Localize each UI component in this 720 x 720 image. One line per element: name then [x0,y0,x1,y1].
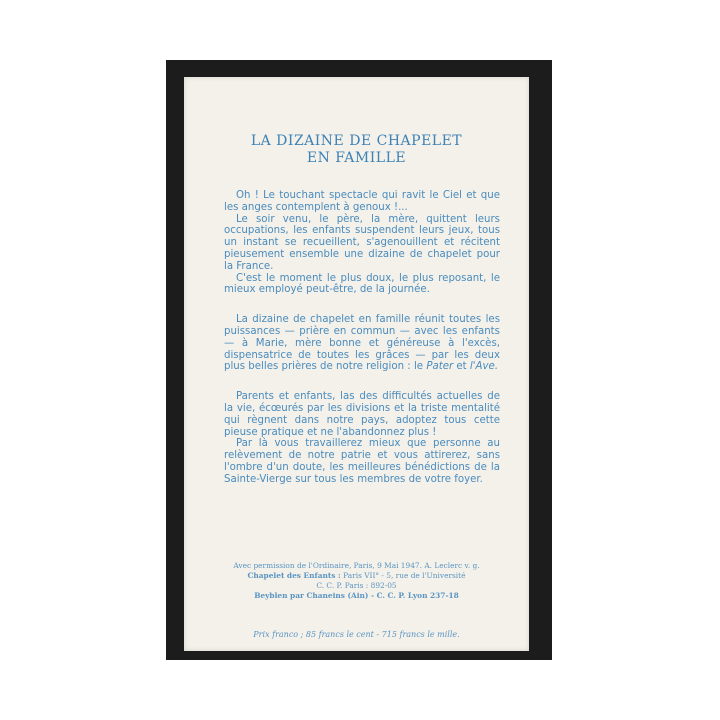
title-line-1: LA DIZAINE DE CHAPELET [250,133,463,149]
footer-permission: Avec permission de l'Ordinaire, Paris, 9 Mai 1947. A. Leclerc v. g. [233,561,480,570]
footer-address-line [184,571,529,581]
footer-ccp-paris: C. C. P. Paris : 892-05 [316,581,397,590]
paragraph-4 [224,314,500,373]
paragraph-4-text: La dizaine de chapelet en famille réunit toutes les puissances — prière en commun — avec les enfants — à Marie, mère bonne et généreuse à l'excès, dispensatrice de toutes les grâces — par les deux plus belles prières de notre religion : le [224,314,500,373]
footer-beyblen: Beyblen par Chaneins (Ain) - C. C. P. Lyon 237-18 [254,591,459,600]
prayer-card [184,77,529,651]
card-footer [184,561,529,601]
price-line: Prix franco ; 85 francs le cent - 715 francs le mille. [253,630,460,639]
paragraph-2: Le soir venu, le père, la mère, quittent leurs occupations, les enfants suspendent leurs jeux, tous un instant se recueillent, s'agenouillent et récitent pieusement ensemble une dizaine de chapelet pour la France. [224,213,500,272]
paragraph-3: C'est le moment le plus doux, le plus reposant, le mieux employé peut-être, de la journée. [224,272,500,296]
card-title [184,133,529,167]
paragraph-5: Parents et enfants, las des difficultés actuelles de la vie, écœurés par les divisions et la triste mentalité qui règnent dans notre pays, adoptez tous cette pieuse pratique et ne l'abandonnez plus ! [224,391,500,438]
paragraph-6: Par là vous travaillerez mieux que personne au relèvement de notre patrie et vous attirerez, sans l'ombre d'un doute, les meilleures bénédictions de la Sainte-Vierge sur tous les membres de votre foyer. [224,438,500,485]
footer-address: Paris VII° - 5, rue de l'Université [343,571,466,580]
footer-org: Chapelet des Enfants : [247,571,341,580]
title-line-2: EN FAMILLE [306,150,407,166]
ave-word: l'Ave. [469,361,499,373]
paragraph-1: Oh ! Le touchant spectacle qui ravit le Ciel et que les anges contemplent à genoux !... [224,190,500,213]
et-word: et [456,361,467,373]
card-body [224,190,500,486]
pater-word: Pater [426,361,454,373]
